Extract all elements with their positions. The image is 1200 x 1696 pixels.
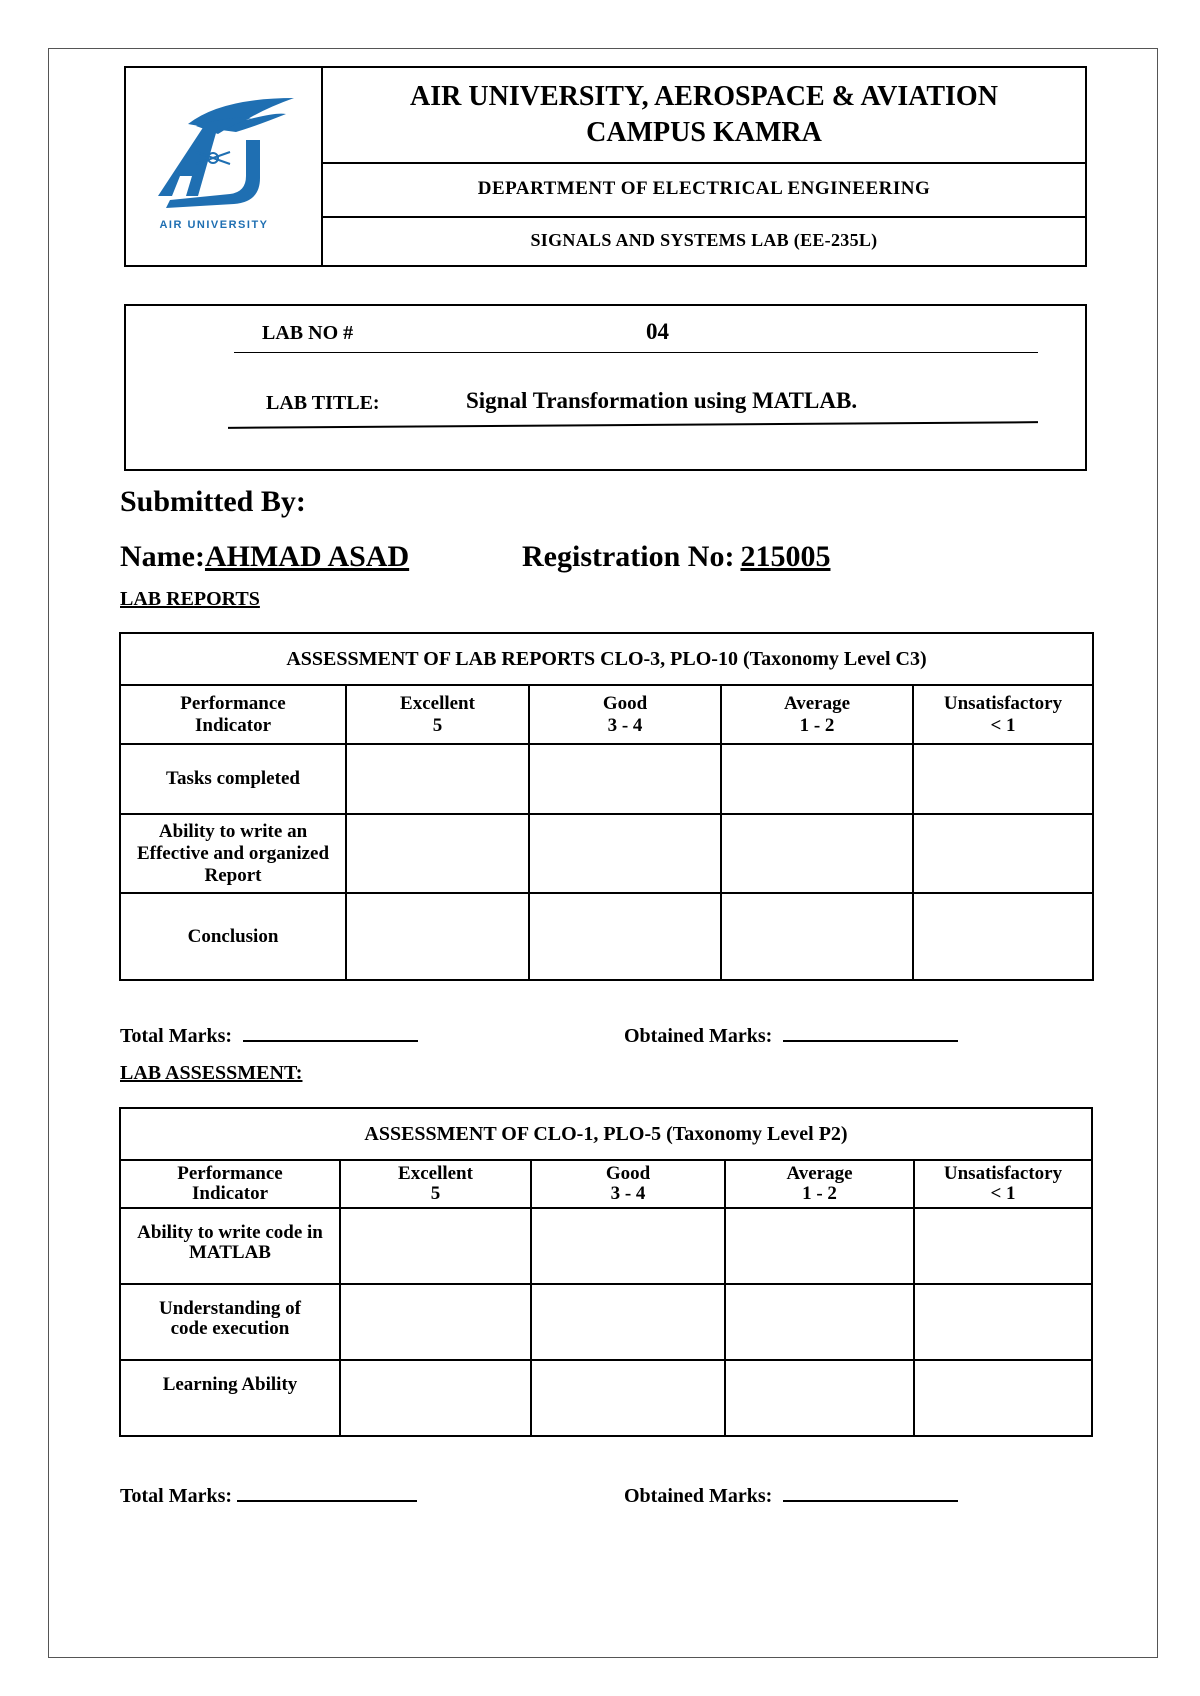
obtained-marks-label: Obtained Marks: (624, 1025, 773, 1047)
logo-caption (159, 219, 268, 231)
table-row (120, 814, 1093, 893)
total-marks-2 (120, 1482, 417, 1508)
row-label: Understanding of code execution (120, 1284, 340, 1360)
score-cell[interactable] (914, 1284, 1092, 1360)
score-cell[interactable] (340, 1208, 531, 1284)
lab-title-value: Signal Transformation using MATLAB. (466, 388, 858, 413)
score-cell[interactable] (725, 1284, 914, 1360)
air-university-logo (126, 68, 321, 265)
total-marks-blank[interactable] (237, 1482, 417, 1502)
score-cell[interactable] (531, 1360, 725, 1436)
row-label: Ability to write an Effective and organized Report (120, 814, 346, 893)
row-label: Learning Ability (120, 1360, 340, 1436)
lab-assessment-table (119, 1107, 1093, 1437)
student-name-line (120, 540, 409, 574)
lab-no-value: 04 (646, 319, 669, 344)
score-cell[interactable] (721, 744, 913, 814)
table-row (120, 1360, 1092, 1436)
university-line-2: CAMPUS KAMRA (586, 117, 822, 148)
course-name: SIGNALS AND SYSTEMS LAB (EE-235L) (530, 230, 878, 250)
lab-title-label: LAB TITLE: (266, 392, 380, 414)
score-cell[interactable] (531, 1284, 725, 1360)
score-cell[interactable] (531, 1208, 725, 1284)
total-marks-1 (120, 1022, 418, 1048)
lab-info-box (124, 304, 1087, 471)
obtained-marks-2 (624, 1482, 958, 1508)
obtained-marks-blank[interactable] (783, 1482, 958, 1502)
obtained-marks-blank[interactable] (783, 1022, 958, 1042)
university-name (323, 68, 1085, 164)
header-box (124, 66, 1087, 267)
column-header: Average 1 - 2 (721, 685, 913, 744)
registration-value: 215005 (740, 540, 831, 573)
table-title-row (120, 1108, 1092, 1160)
row-label: Ability to write code in MATLAB (120, 1208, 340, 1284)
column-header: Performance Indicator (120, 1160, 340, 1208)
score-cell[interactable] (340, 1360, 531, 1436)
score-cell[interactable] (346, 744, 529, 814)
column-header: Excellent 5 (340, 1160, 531, 1208)
lab-assessment-table-title: ASSESSMENT OF CLO-1, PLO-5 (Taxonomy Level P2) (120, 1108, 1092, 1160)
table-header-row (120, 1160, 1092, 1208)
registration-line (522, 540, 830, 574)
logo-cell (126, 68, 323, 265)
submitted-by-label: Submitted By: (120, 485, 306, 518)
score-cell[interactable] (721, 814, 913, 893)
score-cell[interactable] (346, 814, 529, 893)
score-cell[interactable] (529, 744, 721, 814)
score-cell[interactable] (725, 1360, 914, 1436)
row-label: Tasks completed (120, 744, 346, 814)
total-marks-label: Total Marks: (120, 1485, 233, 1507)
column-header: Unsatisfactory < 1 (914, 1160, 1092, 1208)
total-marks-blank[interactable] (243, 1022, 418, 1042)
obtained-marks-1 (624, 1022, 958, 1048)
lab-no-label: LAB NO # (262, 322, 354, 344)
score-cell[interactable] (529, 893, 721, 980)
lab-assessment-heading: LAB ASSESSMENT: (120, 1062, 303, 1084)
score-cell[interactable] (721, 893, 913, 980)
lab-reports-table (119, 632, 1094, 981)
score-cell[interactable] (913, 744, 1093, 814)
score-cell[interactable] (914, 1208, 1092, 1284)
table-row (120, 893, 1093, 980)
lab-reports-table-title: ASSESSMENT OF LAB REPORTS CLO-3, PLO-10 (Taxonomy Level C3) (120, 633, 1093, 685)
score-cell[interactable] (529, 814, 721, 893)
lab-title-underline (228, 421, 1038, 429)
score-cell[interactable] (725, 1208, 914, 1284)
lab-no-underline (234, 352, 1038, 353)
svg-text:AIR UNIVERSITY: AIR UNIVERSITY (159, 219, 269, 231)
name-value: AHMAD ASAD (204, 540, 410, 573)
registration-label: Registration No: (522, 540, 735, 573)
total-marks-label: Total Marks: (120, 1025, 233, 1047)
table-header-row (120, 685, 1093, 744)
column-header: Good 3 - 4 (529, 685, 721, 744)
department-name: DEPARTMENT OF ELECTRICAL ENGINEERING (323, 162, 1085, 218)
column-header: Performance Indicator (120, 685, 346, 744)
score-cell[interactable] (340, 1284, 531, 1360)
column-header: Good 3 - 4 (531, 1160, 725, 1208)
obtained-marks-label: Obtained Marks: (624, 1485, 773, 1507)
name-label: Name: (120, 540, 205, 573)
score-cell[interactable] (913, 814, 1093, 893)
column-header: Average 1 - 2 (725, 1160, 914, 1208)
table-row (120, 1208, 1092, 1284)
table-row (120, 1284, 1092, 1360)
column-header: Unsatisfactory < 1 (913, 685, 1093, 744)
score-cell[interactable] (914, 1360, 1092, 1436)
score-cell[interactable] (913, 893, 1093, 980)
university-line-1: AIR UNIVERSITY, AEROSPACE & AVIATION (410, 81, 998, 112)
table-row (120, 744, 1093, 814)
row-label: Conclusion (120, 893, 346, 980)
table-title-row (120, 633, 1093, 685)
lab-reports-heading: LAB REPORTS (120, 588, 260, 610)
column-header: Excellent 5 (346, 685, 529, 744)
score-cell[interactable] (346, 893, 529, 980)
